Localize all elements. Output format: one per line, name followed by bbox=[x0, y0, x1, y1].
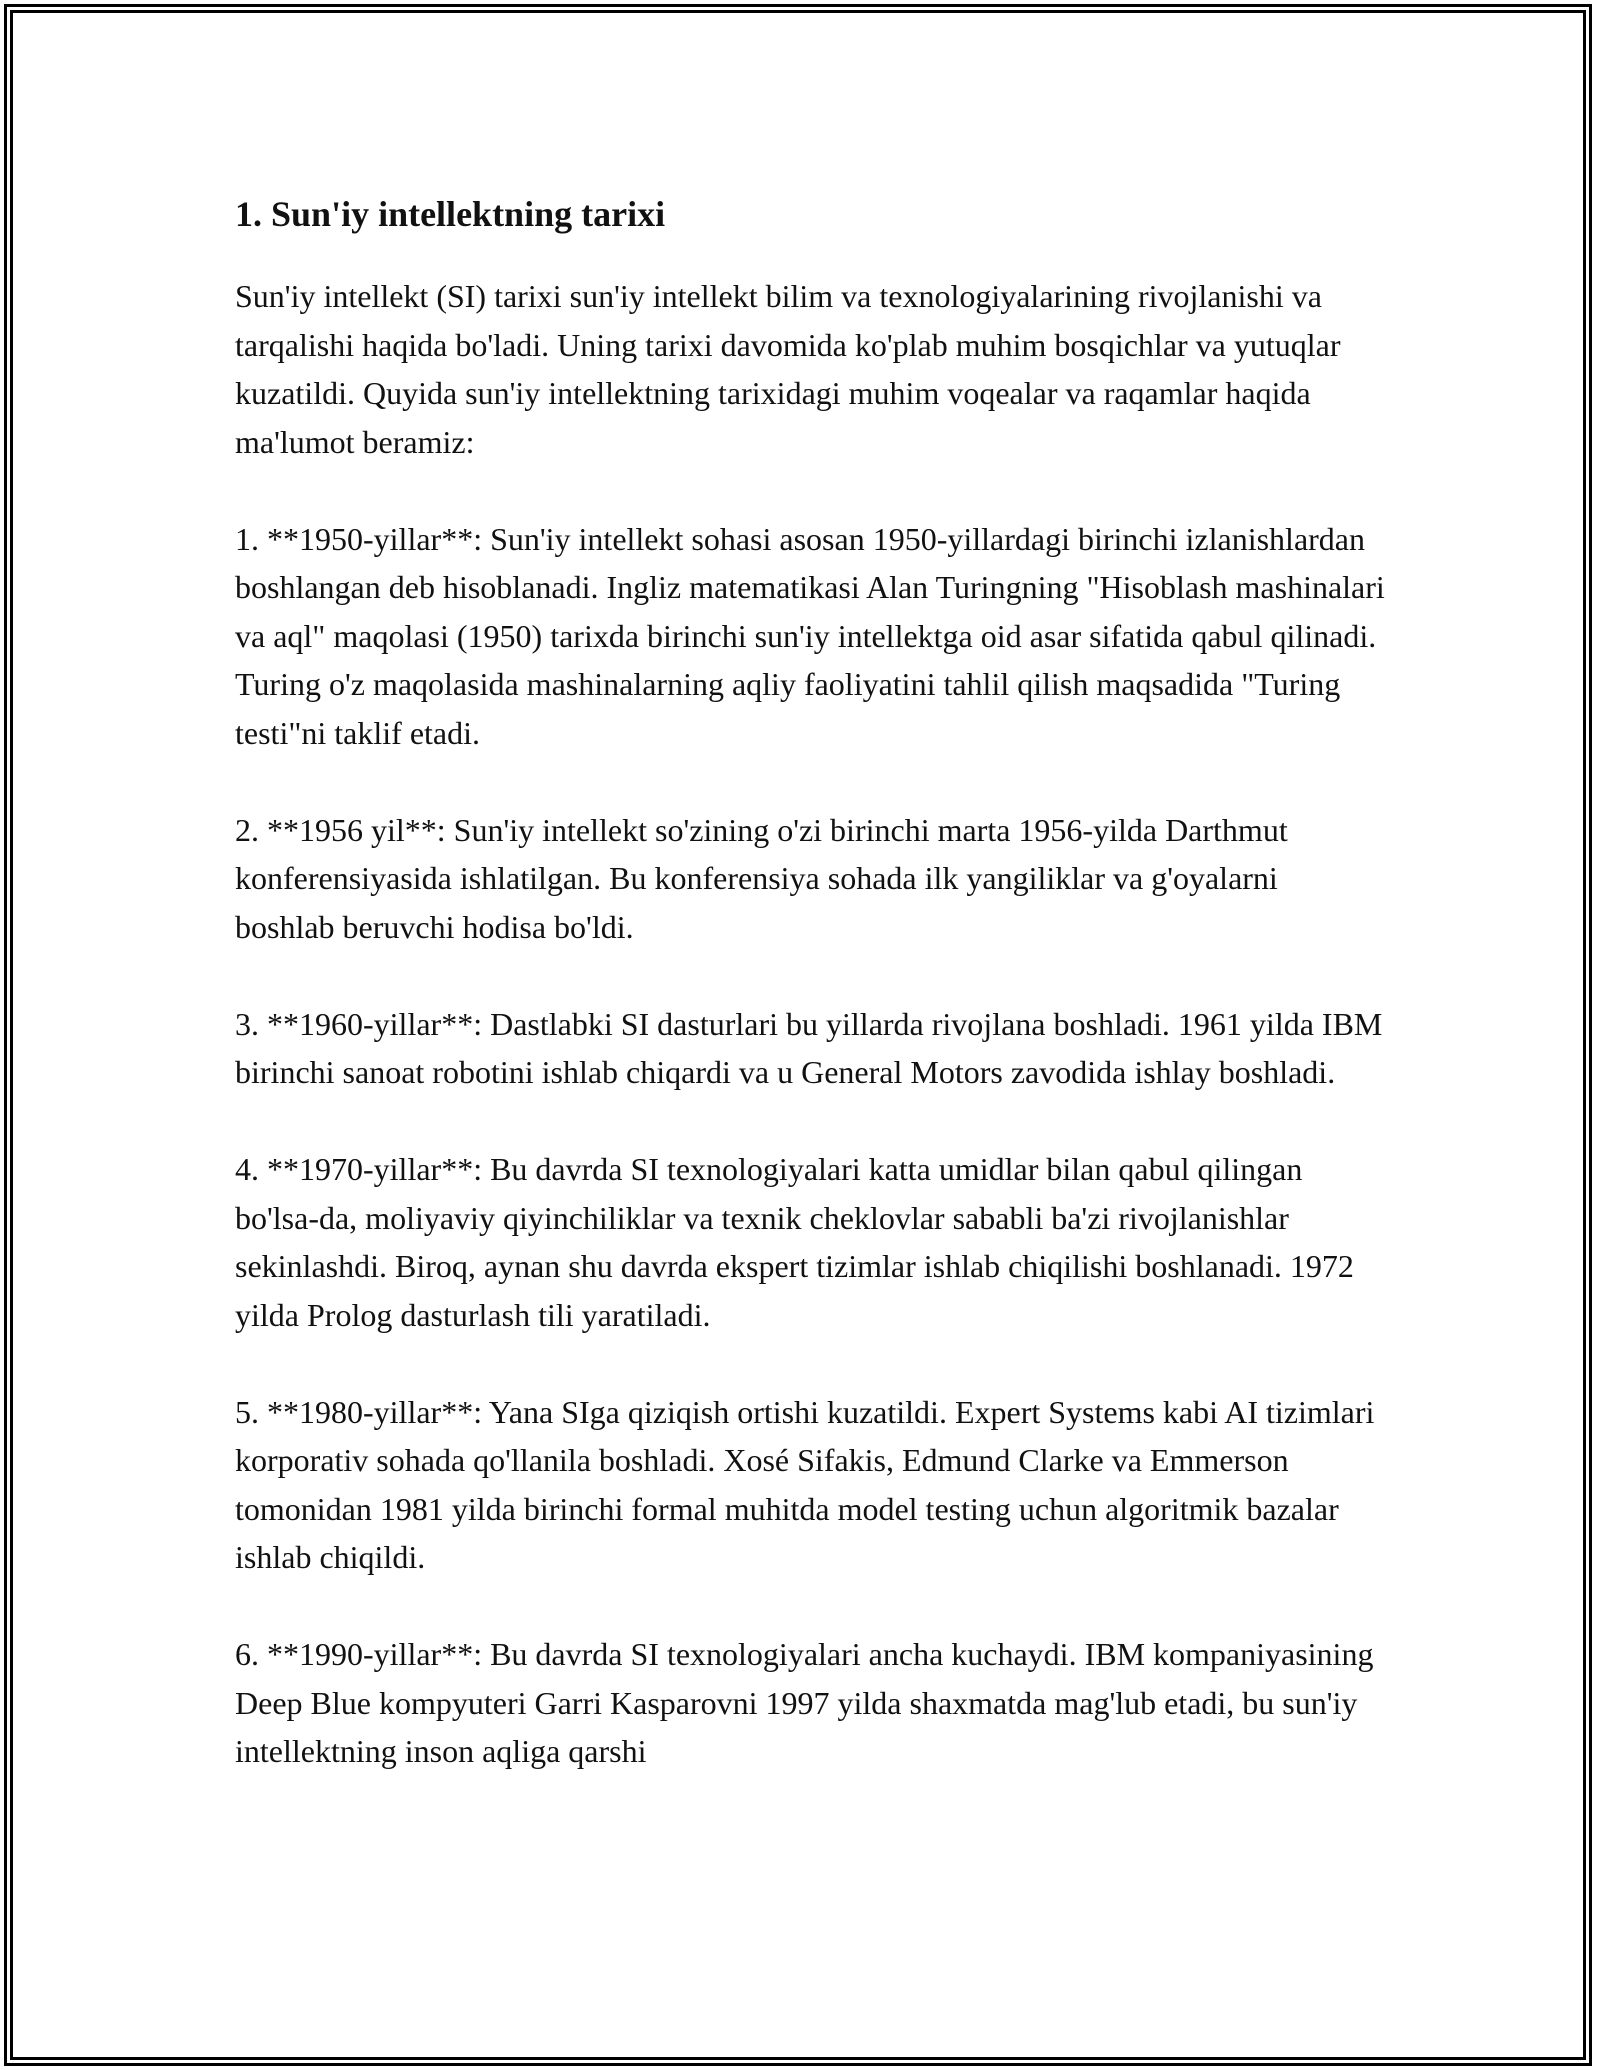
list-item-1970s: 4. **1970-yillar**: Bu davrda SI texnologiyalari katta umidlar bilan qabul qilingan bo'lsa-da, moliyaviy qiyinchiliklar va texnik cheklovlar sababli ba'zi rivojlanishlar sekinlashdi. Biroq, aynan shu davrda ekspert tizimlar ishlab chiqilishi boshlanadi. 1972 yilda Prolog dasturlash tili yaratiladi. bbox=[235, 1151, 1354, 1333]
intro-paragraph: Sun'iy intellekt (SI) tarixi sun'iy intellekt bilim va texnologiyalarining rivojlanishi va tarqalishi haqida bo'ladi. Uning tarixi davomida ko'plab muhim bosqichlar va yutuqlar kuzatildi. Quyida sun'iy intellektning tarixidagi muhim voqealar va raqamlar haqida ma'lumot beramiz: bbox=[235, 278, 1341, 460]
list-item-1980s: 5. **1980-yillar**: Yana SIga qiziqish ortishi kuzatildi. Expert Systems kabi AI tizimlari korporativ sohada qo'llanila boshladi. Xosé Sifakis, Edmund Clarke va Emmerson tomonidan 1981 yilda birinchi formal muhitda model testing uchun algoritmik bazalar ishlab chiqildi. bbox=[235, 1393, 1375, 1575]
list-item-1956: 2. **1956 yil**: Sun'iy intellekt so'zining o'zi birinchi marta 1956-yilda Darthmut konferensiyasida ishlatilgan. Bu konferensiya sohada ilk yangiliklar va g'oyalarni boshlab beruvchi hodisa bo'ldi. bbox=[235, 811, 1288, 945]
list-item-1950s: 1. **1950-yillar**: Sun'iy intellekt sohasi asosan 1950-yillardagi birinchi izlanishlardan boshlangan deb hisoblanadi. Ingliz matematikasi Alan Turingning "Hisoblash mashinalari va aql" maqolasi (1950) tarixda birinchi sun'iy intellektga oid asar sifatida qabul qilinadi. Turing o'z maqolasida mashinalarning aqliy faoliyatini tahlil qilish maqsadida "Turing testi"ni taklif etadi. bbox=[235, 520, 1385, 751]
document-page bbox=[235, 180, 1385, 1824]
list-item-1990s: 6. **1990-yillar**: Bu davrda SI texnologiyalari ancha kuchaydi. IBM kompaniyasining Deep Blue kompyuteri Garri Kasparovni 1997 yilda shaxmatda mag'lub etadi, bu sun'iy intellektning inson aqliga qarshi bbox=[235, 1636, 1374, 1769]
page-title: 1. Sun'iy intellektning tarixi bbox=[235, 194, 666, 234]
list-item-1960s: 3. **1960-yillar**: Dastlabki SI dasturlari bu yillarda rivojlana boshladi. 1961 yilda IBM birinchi sanoat robotini ishlab chiqardi va u General Motors zavodida ishlay boshladi. bbox=[235, 1005, 1383, 1090]
